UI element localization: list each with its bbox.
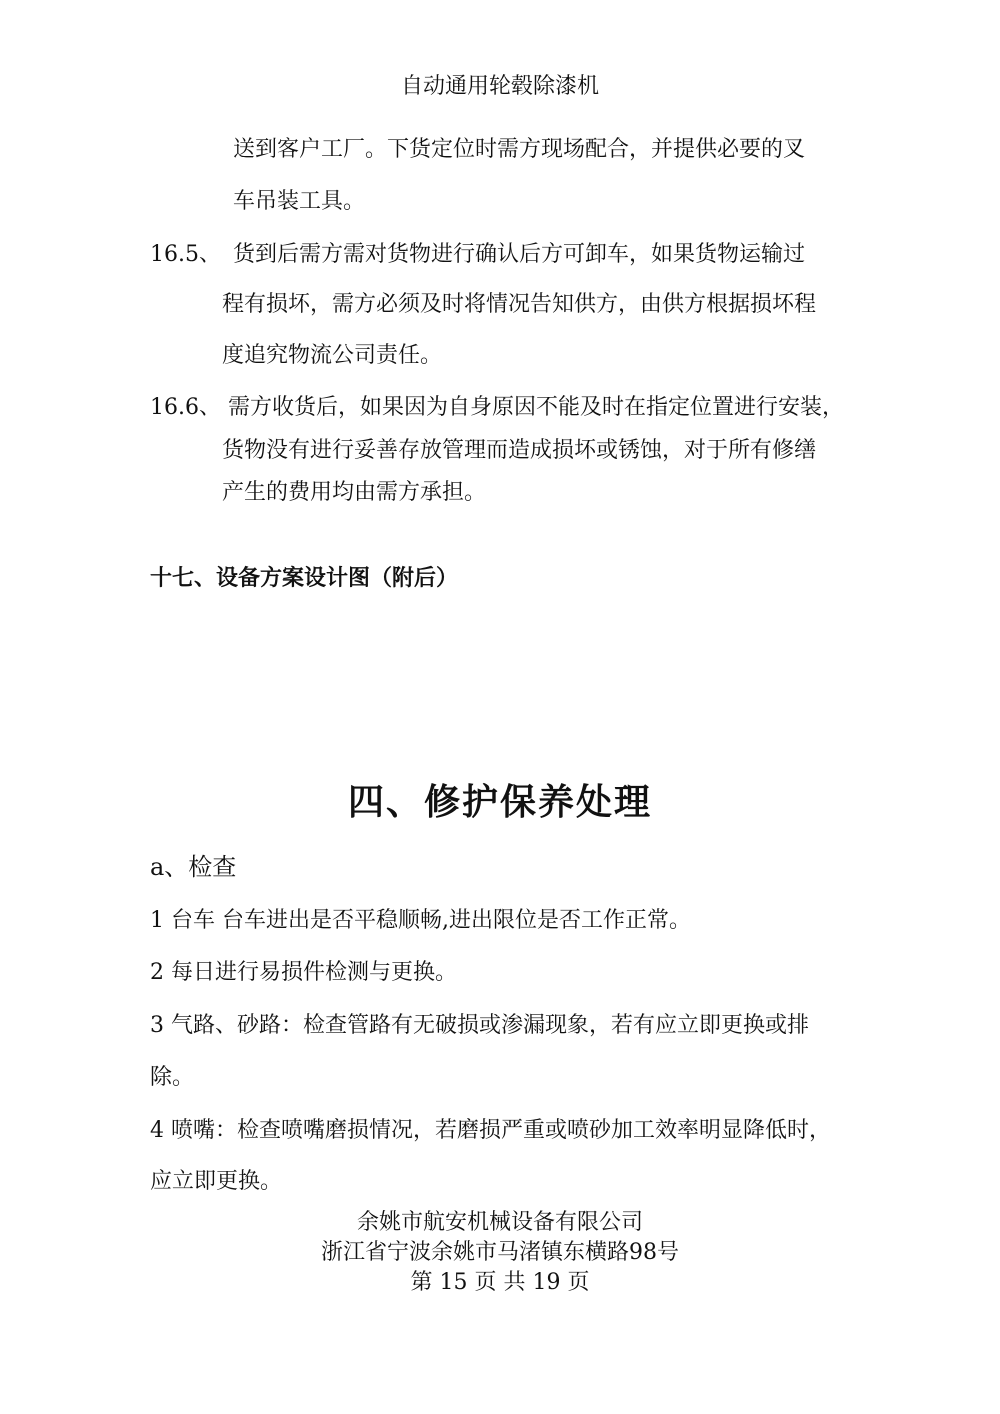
subsection-a-heading: a、检查 — [150, 853, 237, 881]
check-item-3-line-2: 除。 — [150, 1065, 195, 1090]
clause-16-5-line-1: 货到后需方需对货物进行确认后方可卸车，如果货物运输过 — [233, 242, 806, 267]
clause-16-6-number: 16.6、 — [150, 395, 221, 420]
chapter-4-title: 四、修护保养处理 — [347, 781, 652, 823]
clause-16-5-line-3: 度追究物流公司责任。 — [222, 343, 443, 368]
header-title: 自动通用轮毂除漆机 — [400, 74, 599, 99]
clause-16-6-line-2: 货物没有进行妥善存放管理而造成损坏或锈蚀，对于所有修缮 — [222, 438, 817, 463]
footer-address: 浙江省宁波余姚市马渚镇东横路98号 — [321, 1240, 679, 1265]
clause-continuation-line-1: 送到客户工厂。下货定位时需方现场配合，并提供必要的叉 — [233, 137, 806, 162]
clause-16-5-number: 16.5、 — [150, 242, 221, 267]
footer-page-number: 第 15 页 共 19 页 — [410, 1270, 590, 1295]
section-17-heading: 十七、设备方案设计图（附后） — [150, 565, 459, 591]
footer-company: 余姚市航安机械设备有限公司 — [356, 1210, 643, 1235]
clause-16-6-line-3: 产生的费用均由需方承担。 — [222, 480, 487, 505]
clause-continuation-line-2: 车吊装工具。 — [233, 189, 366, 214]
check-item-4-line-2: 应立即更换。 — [150, 1169, 283, 1194]
check-item-1: 1 台车 台车进出是否平稳顺畅,进出限位是否工作正常。 — [150, 908, 691, 933]
check-item-4-line-1: 4 喷嘴：检查喷嘴磨损情况，若磨损严重或喷砂加工效率明显降低时， — [150, 1118, 831, 1143]
check-item-3-line-1: 3 气路、砂路：检查管路有无破损或渗漏现象，若有应立即更换或排 — [150, 1013, 809, 1038]
check-item-2: 2 每日进行易损件检测与更换。 — [150, 960, 457, 985]
clause-16-5-line-2: 程有损坏，需方必须及时将情况告知供方，由供方根据损坏程 — [222, 292, 817, 317]
clause-16-6-line-1: 需方收货后，如果因为自身原因不能及时在指定位置进行安装， — [228, 395, 845, 420]
